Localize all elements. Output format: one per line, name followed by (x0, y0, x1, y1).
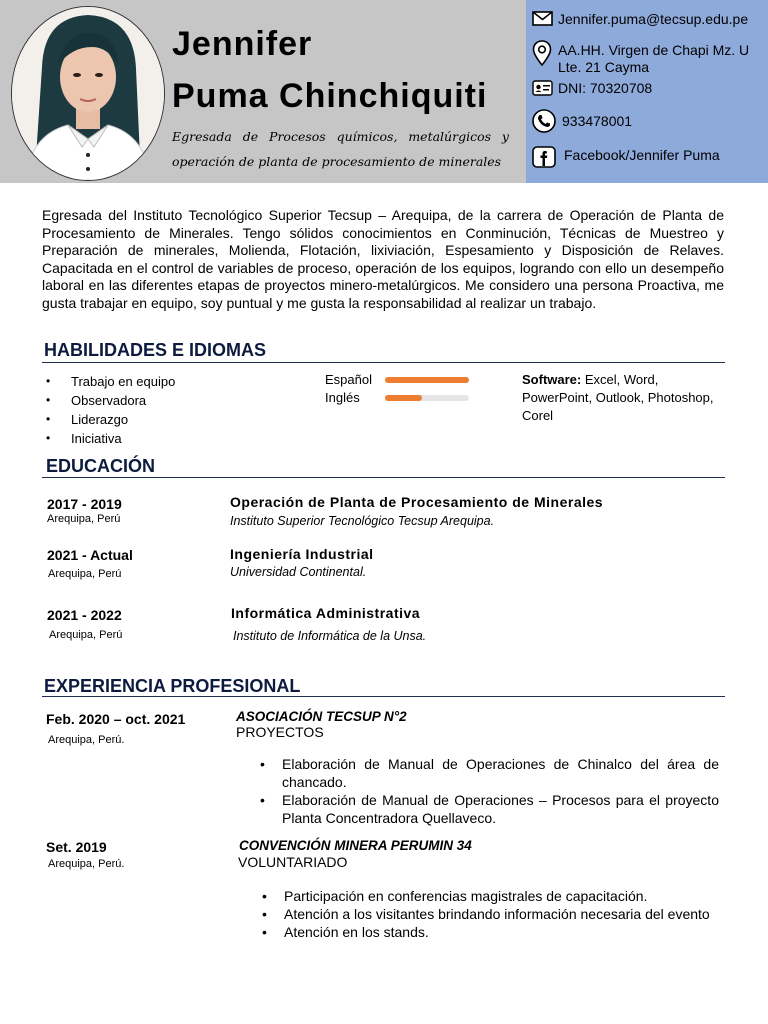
job-organization: CONVENCIÓN MINERA PERUMIN 34 (239, 838, 472, 853)
skill-item: • Trabajo en equipo (46, 372, 175, 391)
last-name: Puma Chinchiquiti (172, 77, 488, 115)
section-divider (42, 696, 725, 697)
skills-list (46, 372, 175, 448)
job-bullets (256, 755, 719, 827)
job-bullet: • Atención en los stands. (258, 923, 728, 941)
job-bullet: • Atención a los visitantes brindando información necesaria del evento (258, 905, 728, 923)
language-bar-fill (385, 395, 422, 401)
section-title-experience: EXPERIENCIA PROFESIONAL (44, 676, 301, 696)
education-degree: Ingeniería Industrial (230, 546, 374, 562)
phone-text[interactable]: 933478001 (562, 113, 633, 129)
language-bar-track (385, 377, 469, 383)
section-divider (42, 477, 725, 478)
job-organization: ASOCIACIÓN TECSUP N°2 (236, 709, 407, 724)
id-card-icon (532, 80, 553, 100)
education-location: Arequipa, Perú (47, 513, 121, 525)
language-label: Inglés (325, 390, 360, 405)
address-text: AA.HH. Virgen de Chapi Mz. U Lte. 21 Cayma (558, 42, 750, 75)
phone-icon (532, 109, 556, 137)
skill-item: • Observadora (46, 391, 175, 410)
location-pin-icon (532, 40, 552, 70)
education-date: 2021 - 2022 (47, 607, 122, 623)
language-label: Español (325, 372, 372, 387)
education-degree: Informática Administrativa (231, 605, 421, 621)
dni-text: DNI: 70320708 (558, 80, 653, 96)
education-date: 2021 - Actual (47, 547, 133, 563)
education-school: Universidad Continental. (230, 565, 367, 579)
first-name: Jennifer (172, 25, 313, 63)
envelope-icon (532, 11, 553, 30)
education-location: Arequipa, Perú (49, 629, 123, 641)
profile-summary: Egresada del Instituto Tecnológico Superior Tecsup – Arequipa, de la carrera de Operación de Planta de Procesamiento de Minerales. Tengo sólidos conocimientos en Conminución, Técnicas de Muestreo y Preparación de minerales, Molienda, Flotación, lixiviación, Espesamiento y Disposición de Relaves. Capacitada en el control de variables de proceso, operación de los equipos, logrando con ello un desempeño laboral en las diferentes etapas de proyectos minero-metalúrgicos. Me considero una persona Proactiva, me gusta trabajar en equipo, soy puntual y me gusta la responsabilidad al realizar un trabajo. (42, 207, 724, 311)
job-location: Arequipa, Perú. (48, 858, 125, 870)
education-date: 2017 - 2019 (47, 496, 122, 512)
section-title-education: EDUCACIÓN (46, 456, 156, 476)
job-bullet: • Participación en conferencias magistrales de capacitación. (258, 887, 728, 905)
job-bullet: • Elaboración de Manual de Operaciones – Procesos para el proyecto Planta Concentradora Quellaveco. (256, 791, 719, 827)
education-location: Arequipa, Perú (48, 568, 122, 580)
skill-item: • Iniciativa (46, 429, 175, 448)
section-title-skills: HABILIDADES E IDIOMAS (44, 340, 267, 360)
tagline: Egresada de Procesos químicos, metalúrgicos y operación de planta de procesamiento de minerales (172, 129, 509, 169)
resume-header (0, 0, 768, 183)
job-date: Set. 2019 (46, 839, 107, 855)
email-text[interactable]: Jennifer.puma@tecsup.edu.pe (558, 11, 749, 27)
software-label: Software: (522, 372, 582, 387)
job-role: PROYECTOS (236, 724, 324, 740)
facebook-text[interactable]: Facebook/Jennifer Puma (564, 147, 720, 163)
education-school: Instituto de Informática de la Unsa. (233, 629, 427, 643)
job-bullet: • Elaboración de Manual de Operaciones de Chinalco del área de chancado. (256, 755, 719, 791)
language-bar-track (385, 395, 469, 401)
job-role: VOLUNTARIADO (238, 854, 348, 870)
facebook-icon (532, 146, 556, 172)
education-degree: Operación de Planta de Procesamiento de Minerales (230, 494, 604, 510)
software-text: Excel, Word, PowerPoint, Outlook, Photoshop, Corel (522, 372, 714, 423)
job-location: Arequipa, Perú. (48, 734, 125, 746)
language-bar-fill (385, 377, 469, 383)
profile-photo (11, 6, 165, 181)
job-bullets (258, 887, 728, 941)
education-school: Instituto Superior Tecnológico Tecsup Arequipa. (230, 514, 495, 528)
job-date: Feb. 2020 – oct. 2021 (46, 711, 186, 727)
software-skills (522, 371, 722, 425)
section-divider (42, 362, 725, 363)
skill-item: • Liderazgo (46, 410, 175, 429)
